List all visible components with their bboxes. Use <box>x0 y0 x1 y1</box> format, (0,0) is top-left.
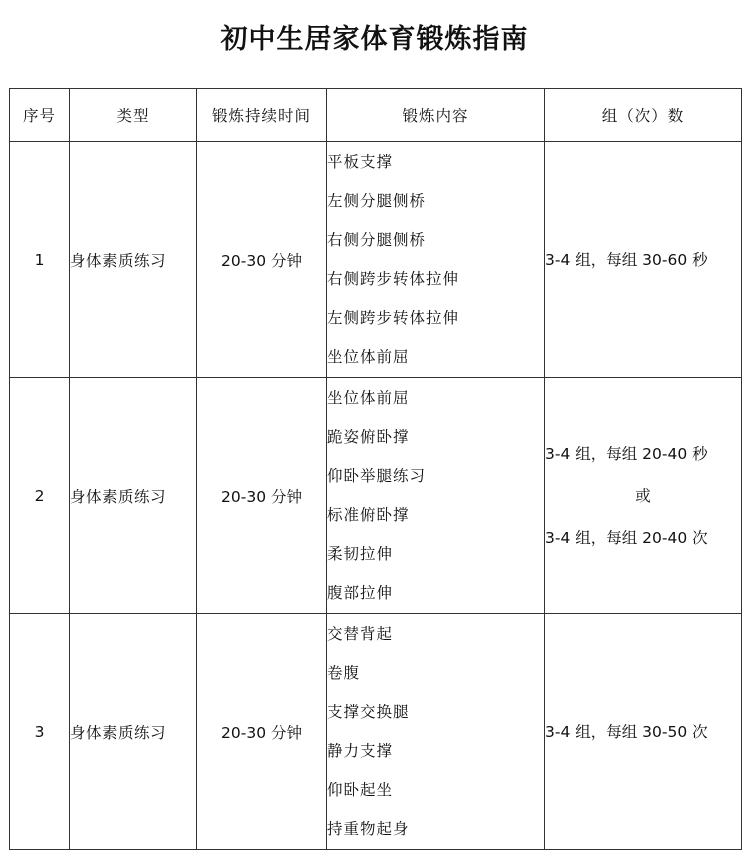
sets-line-or: 或 <box>635 486 651 505</box>
row-sets <box>545 142 742 378</box>
header-no: 序号 <box>10 89 70 142</box>
sets-line: 3-4 组，每组 20-40 秒 <box>545 444 708 463</box>
exercise-item: 平板支撑 <box>327 152 394 171</box>
sets-line: 3-4 组，每组 30-50 次 <box>545 722 708 741</box>
exercise-item: 柔韧拉伸 <box>327 544 394 563</box>
exercise-item: 左侧跨步转体拉伸 <box>327 308 460 327</box>
row-content <box>327 378 545 614</box>
row-type: 身体素质练习 <box>70 378 197 614</box>
row-content <box>327 142 545 378</box>
exercise-item: 支撑交换腿 <box>327 702 410 721</box>
exercise-item: 腹部拉伸 <box>327 583 394 602</box>
table-row <box>10 614 742 850</box>
sets-line: 3-4 组，每组 20-40 次 <box>545 528 708 547</box>
header-sets: 组（次）数 <box>545 89 742 142</box>
table-header-row <box>10 89 742 142</box>
exercise-item: 右侧跨步转体拉伸 <box>327 269 460 288</box>
row-content <box>327 614 545 850</box>
exercise-item: 交替背起 <box>327 624 394 643</box>
exercise-item: 静力支撑 <box>327 741 394 760</box>
table-row <box>10 378 742 614</box>
row-type: 身体素质练习 <box>70 142 197 378</box>
table-row <box>10 142 742 378</box>
header-type: 类型 <box>70 89 197 142</box>
exercise-item: 持重物起身 <box>327 819 410 838</box>
exercise-item: 仰卧举腿练习 <box>327 466 427 485</box>
exercise-item: 标准俯卧撑 <box>327 505 410 524</box>
row-sets <box>545 378 742 614</box>
row-type: 身体素质练习 <box>70 614 197 850</box>
row-no: 1 <box>10 142 70 378</box>
exercise-item: 仰卧起坐 <box>327 780 394 799</box>
exercise-item: 跪姿俯卧撑 <box>327 427 410 446</box>
exercise-item: 右侧分腿侧桥 <box>327 230 427 249</box>
exercise-table <box>9 88 742 850</box>
header-duration: 锻炼持续时间 <box>197 89 327 142</box>
row-no: 3 <box>10 614 70 850</box>
exercise-item: 卷腹 <box>327 663 361 682</box>
exercise-item: 坐位体前屈 <box>327 388 410 407</box>
row-sets <box>545 614 742 850</box>
row-duration: 20-30 分钟 <box>197 142 327 378</box>
exercise-item: 左侧分腿侧桥 <box>327 191 427 210</box>
row-duration: 20-30 分钟 <box>197 614 327 850</box>
sets-line: 3-4 组，每组 30-60 秒 <box>545 250 708 269</box>
row-no: 2 <box>10 378 70 614</box>
exercise-item: 坐位体前屈 <box>327 347 410 366</box>
page-title: 初中生居家体育锻炼指南 <box>220 24 529 55</box>
row-duration: 20-30 分钟 <box>197 378 327 614</box>
header-content: 锻炼内容 <box>327 89 545 142</box>
